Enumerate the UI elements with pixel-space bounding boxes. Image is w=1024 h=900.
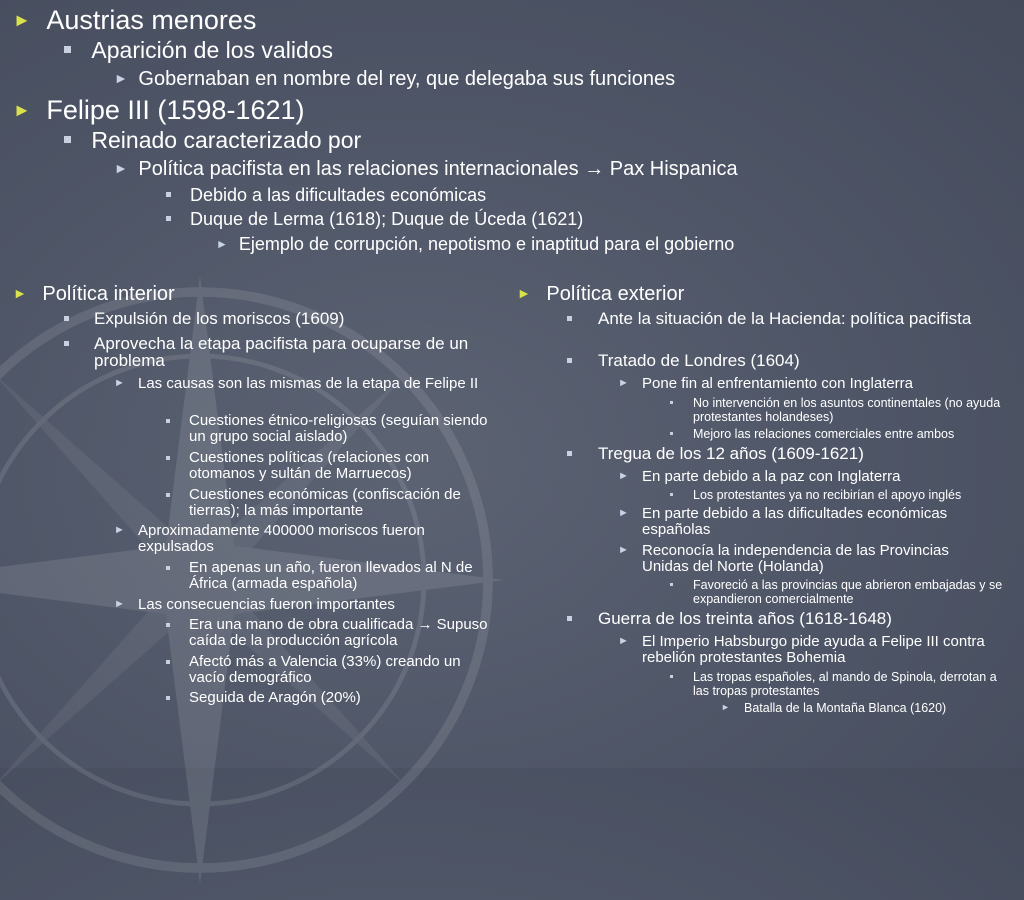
triangle-bullet-icon: ►: [618, 377, 629, 389]
outline-item: ► Política pacifista en las relaciones internacionales → Pax Hispanica: [114, 158, 738, 180]
square-bullet-icon: [64, 316, 69, 321]
triangle-bullet-icon: ►: [13, 285, 27, 301]
square-bullet-icon: [670, 401, 673, 404]
outline-item: ► Las causas son las mismas de la etapa de Felipe II: [114, 375, 479, 392]
triangle-bullet-icon: ►: [618, 470, 629, 482]
square-bullet-icon: [166, 192, 171, 197]
outline-item: Debido a las dificultades económicas: [166, 186, 486, 204]
square-bullet-icon: [166, 660, 170, 664]
outline-item: ► Gobernaban en nombre del rey, que delegaba sus funciones: [114, 68, 676, 90]
square-bullet-icon: [670, 583, 673, 586]
square-bullet-icon: [567, 616, 572, 621]
outline-item: No intervención en los asuntos continentales (no ayuda protestantes holandeses): [670, 396, 1015, 424]
square-bullet-icon: [567, 316, 572, 321]
square-bullet-icon: [166, 419, 170, 423]
square-bullet-icon: [166, 493, 170, 497]
square-bullet-icon: [567, 358, 572, 363]
outline-item: En apenas un año, fueron llevados al N de África (armada española): [166, 560, 496, 592]
outline-item: Afectó más a Valencia (33%) creando un vacío demográfico: [166, 654, 496, 686]
column-heading: ► Política exterior: [517, 283, 685, 305]
outline-item: ► Reconocía la independencia de las Provincias Unidas del Norte (Holanda): [618, 542, 949, 575]
outline-item: Cuestiones étnico-religiosas (seguían siendo un grupo social aislado): [166, 413, 496, 445]
outline-item: Los protestantes ya no recibirían el apoyo inglés: [670, 488, 1015, 502]
outline-item: Aparición de los validos: [64, 39, 333, 62]
square-bullet-icon: [166, 623, 170, 627]
outline-item: Tregua de los 12 años (1609-1621): [567, 445, 997, 462]
triangle-bullet-icon: ►: [618, 635, 629, 647]
outline-item: Duque de Lerma (1618); Duque de Úceda (1621): [166, 210, 583, 228]
square-bullet-icon: [670, 493, 673, 496]
outline-item: Tratado de Londres (1604): [567, 352, 997, 369]
triangle-bullet-icon: ►: [114, 524, 125, 536]
square-bullet-icon: [64, 46, 71, 53]
outline-item: Era una mano de obra cualificada → Supuso caída de la producción agrícola: [166, 617, 496, 649]
outline-item: ► Aproximadamente 400000 moriscos fueron expulsados: [114, 522, 425, 555]
triangle-bullet-icon: ►: [618, 544, 629, 556]
column-heading: ► Política interior: [13, 283, 175, 305]
triangle-bullet-icon: ►: [517, 285, 531, 301]
outline-item: ► Pone fin al enfrentamiento con Inglaterra: [618, 375, 914, 392]
outline-item: Ante la situación de la Hacienda: política pacifista: [567, 310, 997, 327]
triangle-bullet-icon: ►: [13, 10, 31, 30]
triangle-bullet-icon: ►: [114, 377, 125, 389]
square-bullet-icon: [670, 675, 673, 678]
square-bullet-icon: [567, 451, 572, 456]
outline-item: Seguida de Aragón (20%): [166, 690, 496, 706]
outline-item: ► Las consecuencias fueron importantes: [114, 596, 395, 613]
outline-item: Guerra de los treinta años (1618-1648): [567, 610, 997, 627]
outline-item: ► Ejemplo de corrupción, nepotismo e inaptitud para el gobierno: [216, 234, 735, 254]
triangle-bullet-icon: ►: [114, 70, 128, 86]
outline-item: ► Austrias menores: [13, 5, 257, 35]
triangle-bullet-icon: ►: [216, 237, 228, 251]
square-bullet-icon: [64, 136, 71, 143]
outline-item: ► En parte debido a la paz con Inglaterra: [618, 468, 901, 485]
outline-item: Cuestiones económicas (confiscación de tierras); la más importante: [166, 487, 496, 519]
square-bullet-icon: [166, 566, 170, 570]
outline-item: ► Batalla de la Montaña Blanca (1620): [721, 701, 947, 715]
outline-item: Aprovecha la etapa pacifista para ocuparse de un problema: [64, 335, 494, 369]
square-bullet-icon: [670, 432, 673, 435]
triangle-bullet-icon: ►: [114, 160, 128, 176]
outline-item: Expulsión de los moriscos (1609): [64, 310, 494, 327]
square-bullet-icon: [166, 456, 170, 460]
outline-item: Las tropas españoles, al mando de Spinola, derrotan a las tropas protestantes: [670, 670, 1000, 698]
outline-item: Reinado caracterizado por: [64, 129, 361, 152]
square-bullet-icon: [64, 341, 69, 346]
outline-item: Cuestiones políticas (relaciones con otomanos y sultán de Marruecos): [166, 450, 496, 482]
outline-item: ► El Imperio Habsburgo pide ayuda a Felipe III contra rebelión protestantes Bohemia: [618, 633, 985, 666]
triangle-bullet-icon: ►: [114, 598, 125, 610]
outline-item: ► Felipe III (1598-1621): [13, 95, 305, 125]
triangle-bullet-icon: ►: [721, 702, 730, 712]
outline-item: Favoreció a las provincias que abrieron embajadas y se expandieron comercialmente: [670, 578, 1015, 606]
triangle-bullet-icon: ►: [13, 100, 31, 120]
outline-item: Mejoro las relaciones comerciales entre ambos: [670, 427, 1015, 441]
square-bullet-icon: [166, 696, 170, 700]
square-bullet-icon: [166, 216, 171, 221]
outline-item: ► En parte debido a las dificultades económicas españolas: [618, 505, 948, 538]
triangle-bullet-icon: ►: [618, 507, 629, 519]
